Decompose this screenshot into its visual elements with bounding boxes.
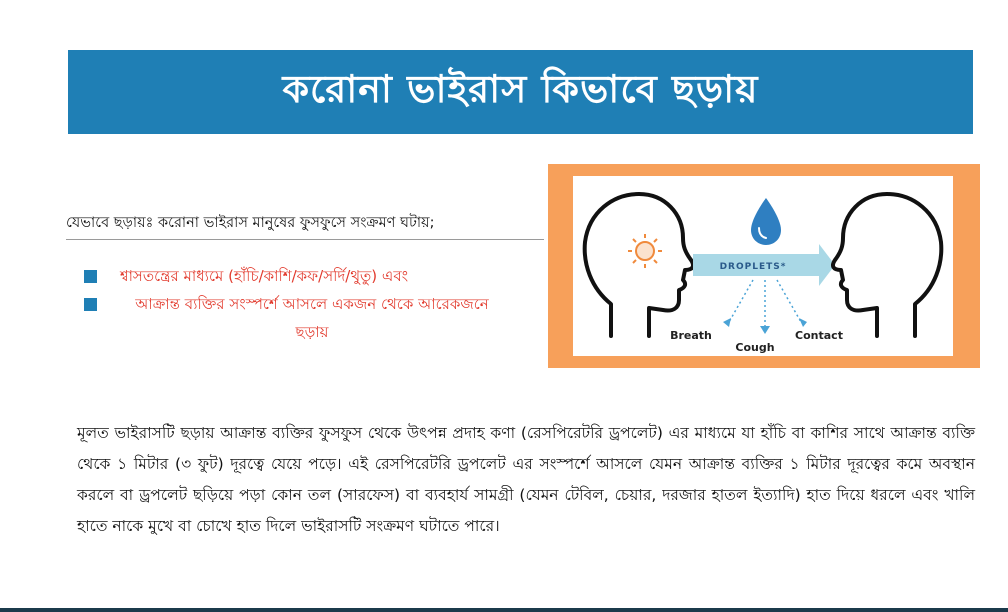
bottom-divider [0,608,1008,612]
virus-icon [628,234,662,268]
cough-label: Cough [735,341,775,354]
droplets-label: DROPLETS* [719,262,787,272]
droplets-arrow [693,244,835,286]
intro-text: যেভাবে ছড়ায়ঃ করোনা ভাইরাস মানুষের ফুসফুসে সংক্রমণ ঘটায়; [66,215,435,231]
square-bullet-icon [84,270,97,283]
right-head-icon [833,194,941,336]
droplet-illustration [573,176,953,356]
spread-arrows [729,280,801,328]
contact-label: Contact [795,329,843,342]
bullet-text: শ্বাসতন্ত্রের মাধ্যমে (হাঁচি/কাশি/কফ/সর্দি/থুতু) এবং [120,267,409,285]
bullet-list [84,262,544,346]
left-head-icon [585,194,693,336]
list-item [84,262,544,290]
droplet-illustration-frame [548,164,980,368]
breath-label: Breath [670,329,712,342]
intro-divider [66,239,544,240]
page-title: করোনা ভাইরাস কিভাবে ছড়ায় [282,67,759,111]
title-banner [68,50,973,134]
list-item [84,290,544,346]
body-paragraph: মূলত ভাইরাসটি ছড়ায় আক্রান্ত ব্যক্তির ফুসফুস থেকে উৎপন্ন প্রদাহ কণা (রেসপিরেটরি ড্রপলেট) এর মাধ্যমে যা হাঁচি বা কাশির সাথে আক্রান্ত ব্যক্তি থেকে ১ মিটার (৩ ফুট) দূরত্বে যেয়ে পড়ে। এই রেসপিরেটরি ড্রপলেট এর সংস্পর্শে আসলে যেমন আক্রান্ত ব্যক্তির ১ মিটার দূরত্বের কমে অবস্থান করলে বা ড্রপলেট ছড়িয়ে পড়া কোন তল (সারফেস) বা ব্যবহার্য সামগ্রী (যেমন টেবিল, চেয়ার, দরজার হাতল ইত্যাদি) হাত দিয়ে ধরলে এবং খালি হাতে নাকে মুখে বা চোখে হাত দিলে ভাইরাসটি সংক্রমণ ঘটাতে পারে। [77,424,975,535]
bullet-text: আক্রান্ত ব্যক্তির সংস্পর্শে আসলে একজন থেকে আরেকজনে ছড়ায় [135,295,489,341]
droplet-diagram [573,176,953,356]
square-bullet-icon [84,298,97,311]
